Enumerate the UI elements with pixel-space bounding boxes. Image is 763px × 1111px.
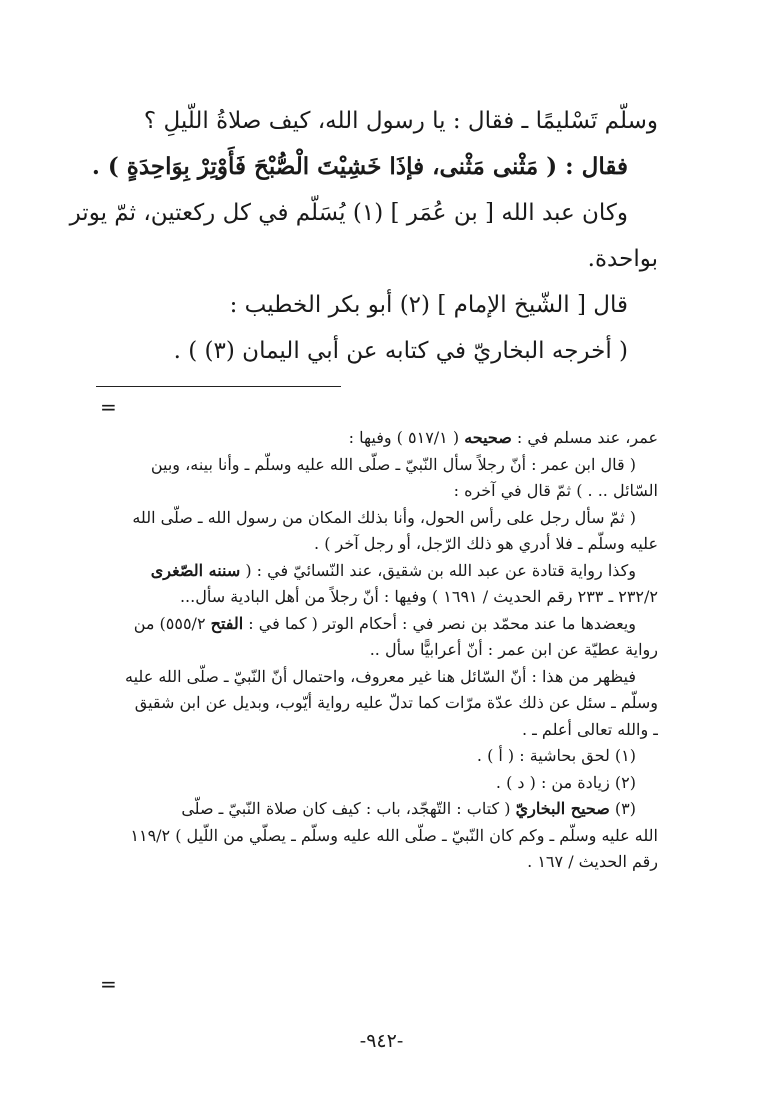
footnote-line: عليه وسلّم ـ فلا أدري هو ذلك الرّجل، أو رجل آخر ) . (314, 534, 658, 553)
footnote-line: ٢٣٢/٢ ـ ٢٣٣ رقم الحديث / ١٦٩١ ) وفيها : أنّ رجلاً من أهل البادية سأل... (179, 587, 658, 606)
footnote-line: رواية عطيّة عن ابن عمر : أنّ أعرابيًّا سأل .. (369, 640, 658, 659)
main-line: وسلّم تَسْليمًا ـ فقال : يا رسول الله، كيف صلاةُ اللّيلِ ؟ (143, 108, 658, 134)
footnote-line: الله عليه وسلّم ـ وكم كان النّبيّ ـ صلّى الله عليه وسلّم ـ يصلّي من اللّيل ) ١١٩/٢ (130, 825, 658, 845)
footnote-line: وكذا رواية قتادة عن عبد الله بن شقيق، عند النّسائيّ في : ( سننه الصّغرى (150, 560, 636, 580)
footnote-1: (١) لحق بحاشية : ( أ ) . (476, 746, 636, 765)
footnote-line: السّائل .. . ) ثمّ قال في آخره : (453, 481, 658, 500)
main-line: بواحدة. (587, 246, 658, 272)
footnotes (58, 425, 658, 876)
continuation-mark-bottom: = (100, 972, 117, 996)
footnote-line: وسلّم ـ سئل عن ذلك عدّة مرّات كما تدلّ عليه رواية أيّوب، وبديل عن ابن شقيق (134, 693, 658, 712)
footnote-line: ( قال ابن عمر : أنّ رجلاً سأل النّبيّ ـ صلّى الله عليه وسلّم ـ وأنا بينه، وبين (150, 454, 636, 474)
main-text (68, 98, 658, 374)
page-number: -٩٤٢- (359, 1030, 404, 1052)
main-line: قال [ الشّيخ الإمام ] (٢) أبو بكر الخطيب : (229, 292, 628, 318)
footnote-separator (96, 386, 341, 387)
footnote-line: عمر، عند مسلم في : صحيحه ( ٥١٧/١ ) وفيها : (348, 428, 658, 447)
footnote-line: ( ثمّ سأل رجل على رأس الحول، وأنا بذلك المكان من رسول الله ـ صلّى الله (132, 507, 636, 527)
footnote-line: ـ والله تعالى أعلم ـ . (521, 719, 658, 739)
footnote-line: رقم الحديث / ١٦٧ . (527, 852, 658, 871)
footnote-2: (٢) زيادة من : ( د ) . (495, 772, 636, 792)
footnote-line: ويعضدها ما عند محمّد بن نصر في : أحكام الوتر ( كما في : الفتح ٥٥٥/٢) من (133, 613, 636, 633)
footnote-line: فيظهر من هذا : أنّ السّائل هنا غير معروف، واحتمال أنّ النّبيّ ـ صلّى الله عليه (124, 666, 636, 686)
continuation-mark-top: = (100, 395, 117, 419)
hadith-quote: فقال : ( مَثْنى مَثْنى، فإذَا خَشِيْتَ الْصُّبْحَ فَأَوْتِرْ بِوَاحِدَةٍ ) . (91, 153, 628, 180)
main-line: ( أخرجه البخاريّ في كتابه عن أبي اليمان (٣) ) . (173, 338, 628, 364)
main-line: وكان عبد الله [ بن عُمَر ] (١) يُسَلّم في كل ركعتين، ثمّ يوتر (69, 200, 628, 226)
footnote-3: (٣) صحيح البخاريّ ( كتاب : التّهجّد، باب : كيف كان صلاة النّبيّ ـ صلّى (181, 799, 636, 818)
